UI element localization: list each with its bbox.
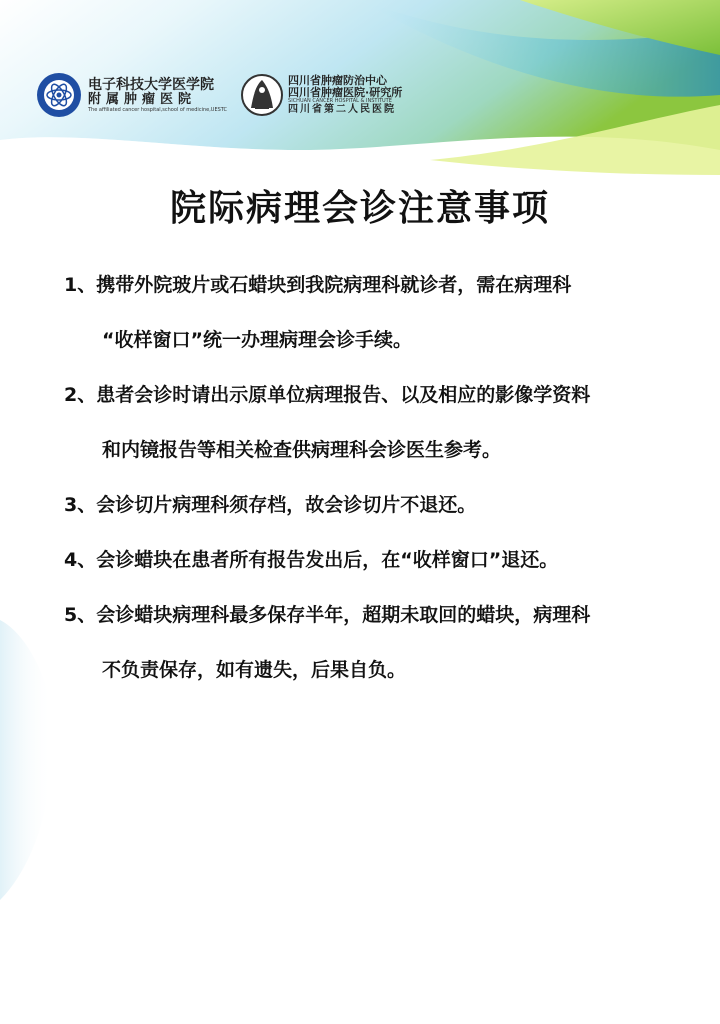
logo2-line3: SICHUAN CANCER HOSPITAL & INSTITUTE (288, 97, 392, 104)
header-logos (36, 72, 402, 118)
logo1-line2: 附属肿瘤医院 (88, 91, 197, 107)
notice-item-text: 5、会诊蜡块病理科最多保存半年，超期未取回的蜡块，病理科 (64, 604, 591, 626)
uestc-hospital-logo (36, 72, 227, 118)
logo2-line2: 四川省肿瘤医院·研究所 (288, 85, 403, 99)
notice-item (64, 478, 664, 533)
notice-item (64, 533, 664, 588)
notice-item-text: 2、患者会诊时请出示原单位病理报告、以及相应的影像学资料 (64, 384, 591, 406)
logo1-line1: 电子科技大学医学院 (88, 76, 214, 93)
notice-item-text: 3、会诊切片病理科须存档，故会诊切片不退还。 (64, 494, 477, 516)
notice-item-continuation: 不负责保存，如有遗失，后果自负。 (102, 659, 407, 681)
notice-item (64, 368, 664, 478)
notice-list (64, 258, 664, 698)
notice-item-continuation: “收样窗口”统一办理病理会诊手续。 (102, 329, 412, 351)
notice-item (64, 258, 664, 368)
notice-title: 院际病理会诊注意事项 (169, 188, 550, 229)
hospital-emblem-icon (241, 72, 283, 118)
notice-item-text: 1、携带外院玻片或石蜡块到我院病理科就诊者，需在病理科 (64, 274, 572, 296)
notice-item-continuation: 和内镜报告等相关检查供病理科会诊医生参考。 (102, 439, 502, 461)
notice-item-text: 4、会诊蜡块在患者所有报告发出后，在“收样窗口”退还。 (64, 549, 559, 571)
sichuan-cancer-hospital-logo (241, 72, 402, 118)
notice-item (64, 588, 664, 698)
university-seal-icon (36, 72, 82, 118)
logo2-line4: 四川省第二人民医院 (288, 104, 397, 116)
logo1-line3: The affiliated cancer hospital,school of medicine,UESTC (88, 106, 228, 113)
logo2-line1: 四川省肿瘤防治中心 (288, 73, 388, 87)
